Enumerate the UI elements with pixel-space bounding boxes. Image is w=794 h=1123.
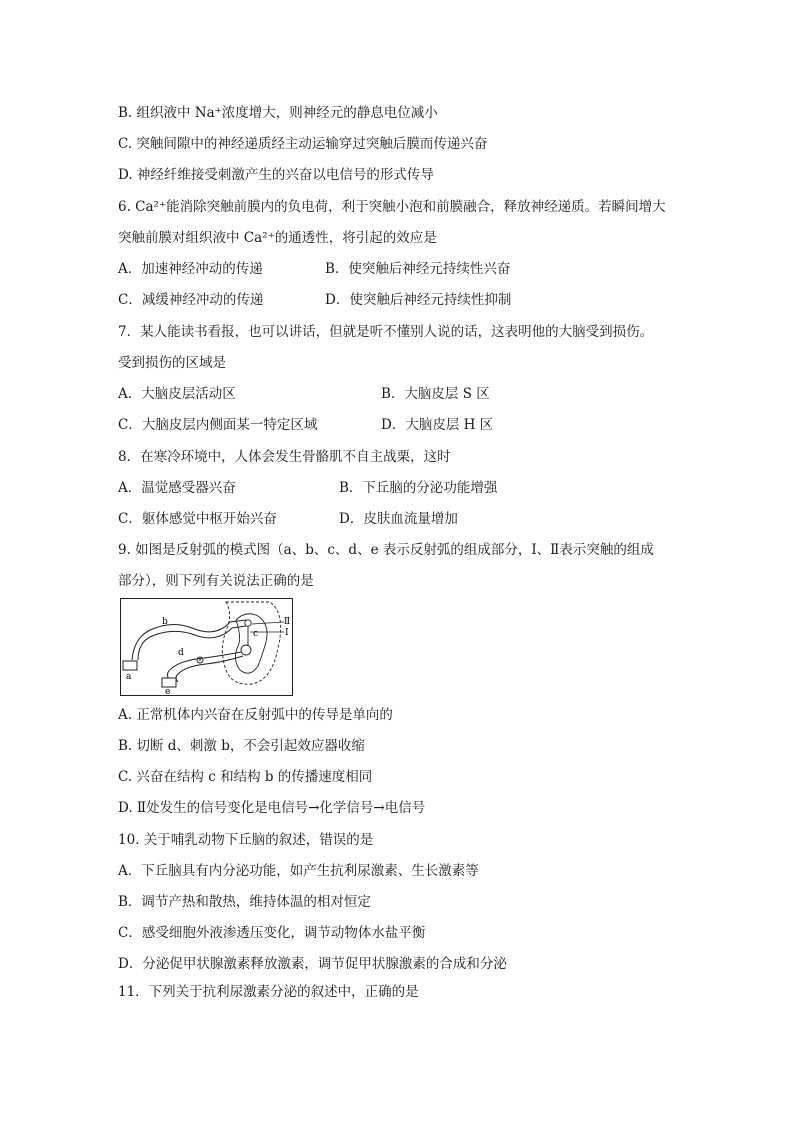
q6-option-c: C．减缓神经冲动的传递 bbox=[118, 292, 264, 308]
label-a: a bbox=[126, 672, 132, 682]
label-d: d bbox=[178, 648, 184, 658]
q10-stem: 10. 关于哺乳动物下丘脑的叙述，错误的是 bbox=[118, 832, 374, 848]
label-c: c bbox=[253, 629, 259, 639]
q7-option-a: A．大脑皮层活动区 bbox=[118, 386, 236, 402]
q9-option-d: D. Ⅱ处发生的信号变化是电信号→化学信号→电信号 bbox=[118, 800, 426, 816]
q10-option-b: B．调节产热和散热，维持体温的相对恒定 bbox=[118, 894, 371, 910]
label-e: e bbox=[165, 687, 171, 696]
q9-option-c: C. 兴奋在结构 c 和结构 b 的传播速度相同 bbox=[118, 769, 373, 785]
q8-option-d: D．皮肤血流量增加 bbox=[339, 511, 458, 527]
q8-option-c: C．躯体感觉中枢开始兴奋 bbox=[118, 511, 277, 527]
q5-option-c: C. 突触间隙中的神经递质经主动运输穿过突触后膜而传递兴奋 bbox=[118, 136, 488, 152]
q6-option-b: B．使突触后神经元持续性兴奋 bbox=[325, 261, 511, 277]
q9-stem-line1: 9. 如图是反射弧的模式图（a、b、c、d、e 表示反射弧的组成部分，Ⅰ、Ⅱ表示突触的组成 bbox=[118, 542, 654, 558]
q9-option-a: A. 正常机体内兴奋在反射弧中的传导是单向的 bbox=[118, 707, 393, 723]
q9-option-b: B. 切断 d、刺激 b，不会引起效应器收缩 bbox=[118, 738, 365, 754]
q8-option-a: A．温觉感受器兴奋 bbox=[118, 480, 236, 496]
q5-option-d: D. 神经纤维接受刺激产生的兴奋以电信号的形式传导 bbox=[118, 167, 434, 183]
q7-stem-line2: 受到损伤的区域是 bbox=[118, 355, 226, 371]
q6-option-a: A．加速神经冲动的传递 bbox=[118, 261, 263, 277]
figure-frame bbox=[121, 599, 293, 696]
q7-option-d: D．大脑皮层 H 区 bbox=[381, 417, 494, 433]
q6-stem-line2: 突触前膜对组织液中 Ca²⁺的通透性，将引起的效应是 bbox=[118, 230, 437, 246]
q5-option-b: B. 组织液中 Na⁺浓度增大，则神经元的静息电位减小 bbox=[118, 105, 438, 121]
reflex-arc-figure bbox=[120, 598, 293, 696]
ganglion-dot bbox=[199, 659, 201, 661]
label-II: Ⅱ bbox=[284, 617, 291, 627]
q6-stem-line1: 6. Ca²⁺能消除突触前膜内的负电荷，利于突触小泡和前膜融合，释放神经递质。若瞬间增大 bbox=[118, 199, 666, 215]
q6-option-d: D．使突触后神经元持续性抑制 bbox=[325, 292, 512, 308]
label-b: b bbox=[162, 617, 168, 627]
label-I: Ⅰ bbox=[285, 628, 289, 638]
q7-stem-line1: 7．某人能读书看报，也可以讲话，但就是听不懂别人说的话，这表明他的大脑受到损伤。 bbox=[118, 324, 654, 340]
q8-option-b: B．下丘脑的分泌功能增强 bbox=[339, 480, 498, 496]
q10-option-a: A．下丘脑具有内分泌功能，如产生抗利尿激素、生长激素等 bbox=[118, 863, 479, 879]
q7-option-b: B．大脑皮层 S 区 bbox=[381, 386, 490, 402]
q8-stem: 8．在寒冷环境中，人体会发生骨骼肌不自主战栗，这时 bbox=[118, 449, 451, 465]
q7-option-c: C．大脑皮层内侧面某一特定区域 bbox=[118, 417, 318, 433]
effector-e bbox=[162, 678, 176, 687]
q11-stem: 11．下列关于抗利尿激素分泌的叙述中，正确的是 bbox=[118, 984, 419, 1000]
q10-option-d: D．分泌促甲状腺激素释放激素，调节促甲状腺激素的合成和分泌 bbox=[118, 956, 507, 972]
q9-stem-line2: 部分），则下列有关说法正确的是 bbox=[118, 573, 314, 589]
q10-option-c: C．感受细胞外液渗透压变化，调节动物体水盐平衡 bbox=[118, 925, 426, 941]
receptor-a bbox=[123, 661, 137, 670]
